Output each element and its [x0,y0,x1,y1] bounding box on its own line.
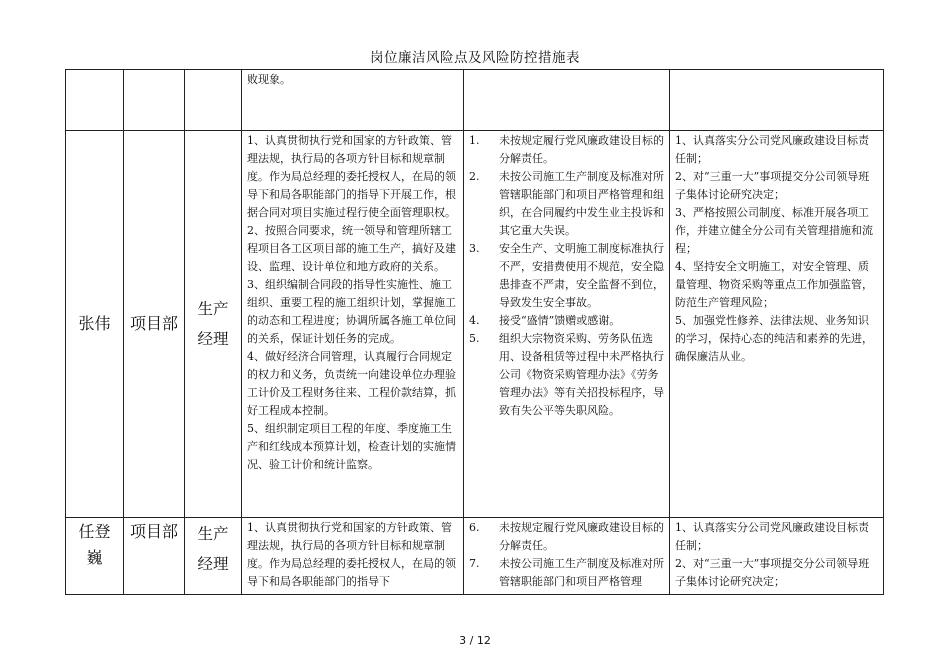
duty-item: 4、做好经济合同管理，认真履行合同规定的权力和义务，负责统一向建设单位办理验工计价及工程财务往来、工程价款结算，抓好工程成本控制。 [247,350,456,417]
risk-number: 2. [469,170,480,183]
risk-item [469,555,664,591]
duty-item: 1、认真贯彻执行党和国家的方针政策、管理法规，执行局的各项方针目标和规章制度。作为局总经理的委托授权人，在局的领导下和局各职能部门的指导下 [247,521,456,588]
measure-item: 4、坚持安全文明施工，对安全管理、质量管理、物资采购等重点工作加强监管，防范生产管理风险； [675,260,873,309]
measure-item: 1、认真落实分公司党风廉政建设目标责任制； [675,134,869,165]
person-name-cell: 任登巍 [66,518,124,595]
risk-number: 5. [469,332,480,345]
control-measures-cell [670,131,884,518]
department-cell: 项目部 [124,131,185,518]
risk-number: 3. [469,242,480,255]
risk-points-cell [464,131,670,518]
risk-text: 未按规定履行党风廉政建设目标的分解责任。 [499,134,664,165]
risk-item [469,168,664,240]
page-indicator: 3 / 12 [459,634,491,647]
control-measures-cell [670,70,884,131]
measure-item: 3、严格按照公司制度、标准开展各项工作，并建立健全分公司有关管理措施和流程； [675,206,873,255]
control-measures-cell [670,518,884,595]
measure-item: 5、加强党性修养、法律法规、业务知识的学习，保持心态的纯洁和素养的先进，确保廉洁从业。 [675,314,873,363]
department-cell [124,70,185,131]
risk-number: 4. [469,314,480,327]
duties-cell [242,70,464,131]
position-cell: 生产经理 [185,518,242,595]
risk-number: 7. [469,557,480,570]
risk-points-cell [464,70,670,131]
risk-text: 组织大宗物资采购、劳务队伍选用、设备租赁等过程中未严格执行公司《物资采购管理办法》《劳务管理办法》等有关招投标程序，导致有失公平等失职风险。 [499,332,664,417]
duties-cell [242,131,464,518]
table-row [66,131,884,518]
measure-item: 2、对“三重一大”事项提交分公司领导班子集体讨论研究决定； [675,557,870,588]
risk-item [469,132,664,168]
risk-text: 未按公司施工生产制度及标准对所管辖职能部门和项目严格管理和组织，在合同履约中发生业主投诉和其它重大失误。 [499,170,664,237]
duty-item: 5、组织制定项目工程的年度、季度施工生产和红线成本预算计划，检查计划的实施情况、验工计价和统计监察。 [247,422,456,471]
duty-item: 3、组织编制合同段的指导性实施性、施工组织、重要工程的施工组织计划，掌握施工的动态和工程进度；协调所属各施工单位间的关系，保证计划任务的完成。 [247,278,456,345]
measure-item: 2、对“三重一大”事项提交分公司领导班子集体讨论研究决定； [675,170,870,201]
risk-control-table [65,69,884,595]
duty-item: 1、认真贯彻执行党和国家的方针政策、管理法规，执行局的各项方针目标和规章制度。作为局总经理的委托授权人，在局的领导下和局各职能部门的指导下开展工作，根据合同对项目实施过程行使全面管理职权。 [247,134,456,219]
duty-item: 2、按照合同要求，统一领导和管理所辖工程项目各工区项目部的施工生产，搞好及建设、监理、设计单位和地方政府的关系。 [247,224,456,273]
position-cell [185,70,242,131]
risk-text: 接受“盛情”馈赠或感谢。 [499,314,621,327]
page-title: 岗位廉洁风险点及风险防控措施表 [370,50,580,66]
risk-item [469,312,664,330]
department-cell: 项目部 [124,518,185,595]
risk-number: 1. [469,134,480,147]
person-name-cell [66,70,124,131]
table-row [66,70,884,131]
table-row [66,518,884,595]
risk-number: 6. [469,521,480,534]
risk-item [469,330,664,420]
position-cell: 生产经理 [185,131,242,518]
person-name-cell: 张伟 [66,131,124,518]
risk-text: 安全生产、文明施工制度标准执行不严，安措费使用不规范，安全隐患排查不严肃，安全监督不到位，导致发生安全事故。 [499,242,664,309]
risk-item [469,240,664,312]
measure-item: 1、认真落实分公司党风廉政建设目标责任制； [675,521,869,552]
risk-item [469,519,664,555]
duty-item: 败现象。 [247,73,291,86]
duties-cell [242,518,464,595]
risk-points-cell [464,518,670,595]
risk-text: 未按规定履行党风廉政建设目标的分解责任。 [499,521,664,552]
risk-text: 未按公司施工生产制度及标准对所管辖职能部门和项目严格管理 [499,557,664,588]
